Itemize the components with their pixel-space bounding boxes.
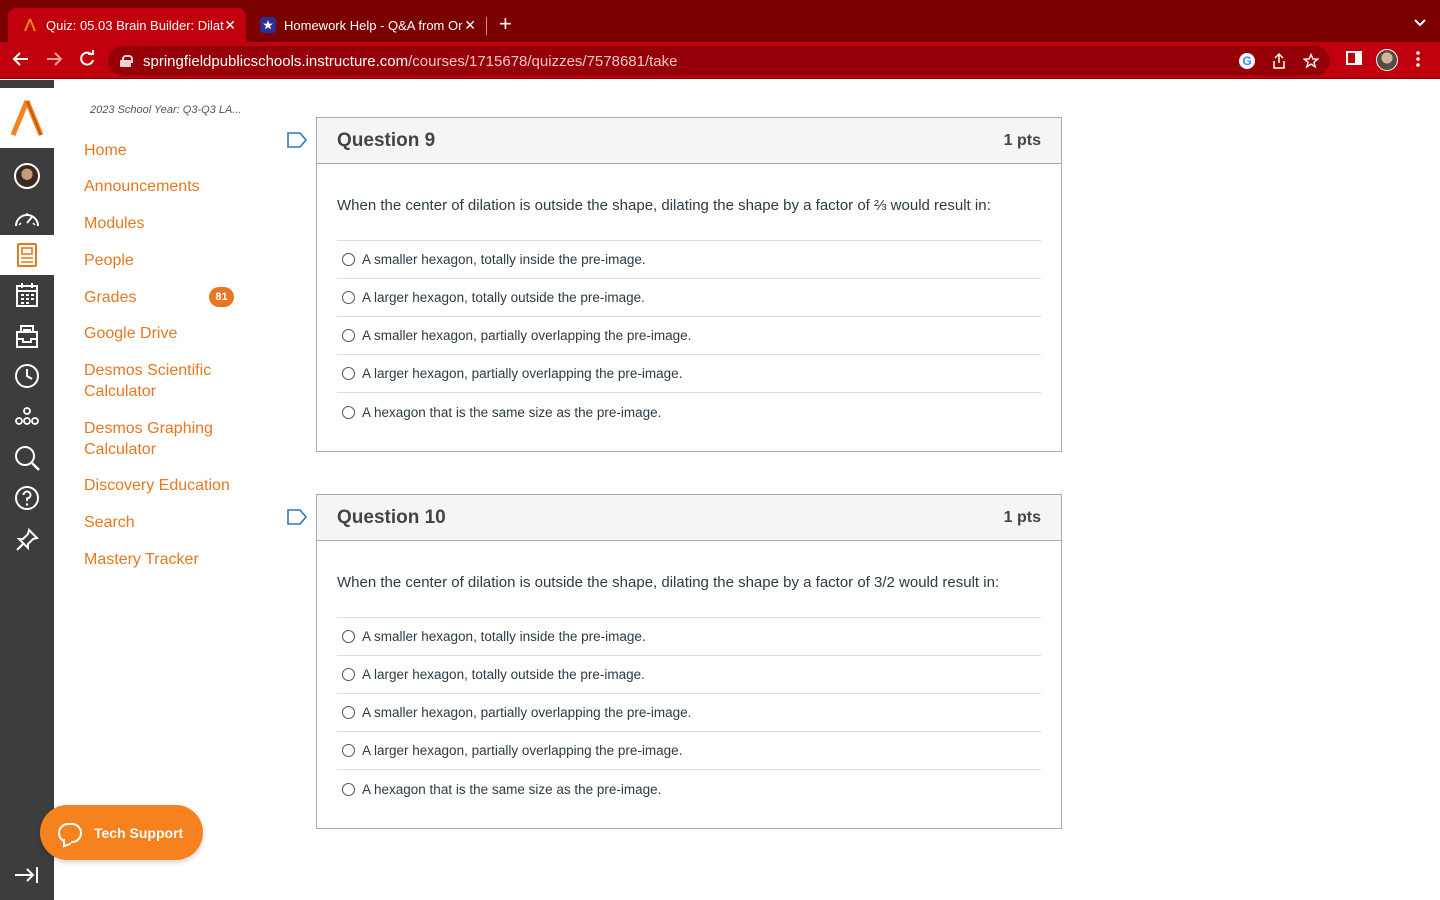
back-arrow-icon[interactable]: [12, 50, 30, 72]
radio-button[interactable]: [342, 253, 355, 266]
course-nav-modules[interactable]: Modules: [84, 215, 145, 232]
course-nav-mastery-tracker[interactable]: Mastery Tracker: [84, 551, 199, 568]
groups-icon[interactable]: [0, 397, 54, 437]
radio-button[interactable]: [342, 291, 355, 304]
chevron-down-icon[interactable]: [1414, 14, 1426, 30]
course-nav-desmos-scientific[interactable]: Desmos Scientific Calculator: [84, 362, 212, 400]
radio-button[interactable]: [342, 367, 355, 380]
answer-label: A larger hexagon, partially overlapping the pre-image.: [362, 366, 683, 381]
question-points: 1 pts: [1003, 131, 1041, 149]
close-tab-icon[interactable]: ✕: [464, 16, 476, 33]
account-avatar[interactable]: [0, 156, 54, 196]
answer-option[interactable]: [337, 355, 1041, 393]
pin-icon[interactable]: [0, 520, 54, 560]
dashboard-icon[interactable]: [0, 198, 54, 238]
course-nav-grades[interactable]: Grades: [84, 289, 137, 306]
radio-button[interactable]: [342, 329, 355, 342]
answer-list: [337, 617, 1041, 808]
answer-option[interactable]: [337, 770, 1041, 808]
address-bar[interactable]: [108, 46, 1330, 76]
chat-icon: [58, 823, 82, 843]
flag-question-icon[interactable]: [287, 132, 307, 146]
answer-label: A hexagon that is the same size as the pre-image.: [362, 404, 662, 420]
browser-tab-homework-help[interactable]: [250, 8, 486, 42]
course-nav-people[interactable]: People: [84, 252, 134, 269]
answer-label: A larger hexagon, totally outside the pre-image.: [362, 290, 645, 305]
courses-icon[interactable]: [0, 235, 54, 275]
url-host: springfieldpublicschools.instructure.com: [143, 52, 409, 70]
browser-tab-bar: [0, 0, 1440, 42]
course-nav-desmos-graphing[interactable]: Desmos Graphing Calculator: [84, 420, 213, 458]
radio-button[interactable]: [342, 668, 355, 681]
url-path: /courses/1715678/quizzes/7578681/take: [408, 52, 678, 70]
answer-label: A hexagon that is the same size as the pre-image.: [362, 781, 662, 797]
answer-option[interactable]: [337, 317, 1041, 355]
reload-icon[interactable]: [78, 50, 96, 72]
question-header: [317, 118, 1061, 164]
canvas-a-icon: [22, 17, 38, 33]
help-icon[interactable]: [0, 478, 54, 518]
course-nav-search[interactable]: Search: [84, 514, 135, 531]
answer-label: A larger hexagon, partially overlapping the pre-image.: [362, 743, 683, 758]
answer-option[interactable]: [337, 618, 1041, 656]
question-card: [316, 494, 1062, 829]
question-points: 1 pts: [1003, 508, 1041, 526]
answer-option[interactable]: [337, 694, 1041, 732]
global-nav: [0, 80, 54, 900]
tab-title: Quiz: 05.03 Brain Builder: Dilat: [46, 17, 224, 33]
answer-option[interactable]: [337, 732, 1041, 770]
calendar-icon[interactable]: [0, 275, 54, 315]
google-icon[interactable]: G: [1238, 52, 1256, 70]
question-title: Question 9: [337, 129, 436, 151]
forward-arrow-icon[interactable]: [45, 50, 63, 72]
answer-option[interactable]: [337, 393, 1041, 431]
flag-question-icon[interactable]: [287, 509, 307, 523]
answer-label: A smaller hexagon, totally inside the pre-image.: [362, 629, 646, 644]
more-vertical-icon[interactable]: [1412, 50, 1424, 73]
answer-label: A smaller hexagon, partially overlapping the pre-image.: [362, 328, 692, 343]
search-icon[interactable]: [0, 438, 54, 478]
tech-support-button[interactable]: [40, 805, 203, 860]
tab-separator: [486, 17, 487, 35]
profile-avatar[interactable]: [1376, 49, 1398, 71]
history-clock-icon[interactable]: [0, 356, 54, 396]
new-tab-icon[interactable]: +: [499, 11, 512, 36]
course-term[interactable]: 2023 School Year: Q3-Q3 LA...: [90, 104, 242, 116]
course-nav-announcements[interactable]: Announcements: [84, 178, 200, 195]
course-nav-discovery-education[interactable]: Discovery Education: [84, 477, 230, 494]
inbox-icon[interactable]: [0, 316, 54, 356]
answer-option[interactable]: [337, 656, 1041, 694]
share-icon[interactable]: [1270, 52, 1288, 70]
collapse-nav-icon[interactable]: [0, 855, 54, 895]
answer-label: A smaller hexagon, partially overlapping the pre-image.: [362, 705, 692, 720]
browser-toolbar: [0, 42, 1440, 79]
star-icon: [260, 17, 276, 33]
question-text: When the center of dilation is outside the shape, dilating the shape by a factor of ⅔ would result in:: [337, 197, 991, 214]
grades-count-badge: 81: [209, 287, 234, 307]
canvas-logo[interactable]: [0, 88, 54, 148]
tech-support-label: Tech Support: [94, 824, 184, 841]
answer-option[interactable]: [337, 241, 1041, 279]
radio-button[interactable]: [342, 706, 355, 719]
browser-tab-quiz[interactable]: [8, 8, 246, 42]
question-header: [317, 495, 1061, 541]
bookmark-star-icon[interactable]: [1302, 52, 1320, 70]
course-nav-home[interactable]: Home: [84, 142, 127, 159]
answer-option[interactable]: [337, 279, 1041, 317]
close-tab-icon[interactable]: ✕: [224, 16, 236, 33]
radio-button[interactable]: [342, 744, 355, 757]
side-panel-icon[interactable]: [1346, 50, 1362, 71]
tab-title: Homework Help - Q&A from Or: [284, 17, 463, 33]
lock-icon[interactable]: [120, 55, 131, 67]
answer-label: A larger hexagon, totally outside the pre-image.: [362, 667, 645, 682]
question-card: [316, 117, 1062, 452]
question-text: When the center of dilation is outside the shape, dilating the shape by a factor of 3/2 would result in:: [337, 574, 1000, 591]
question-title: Question 10: [337, 506, 446, 528]
radio-button[interactable]: [342, 630, 355, 643]
course-nav: [54, 80, 280, 900]
answer-label: A smaller hexagon, totally inside the pre-image.: [362, 252, 646, 267]
radio-button[interactable]: [342, 783, 355, 796]
radio-button[interactable]: [342, 406, 355, 419]
answer-list: [337, 240, 1041, 431]
course-nav-google-drive[interactable]: Google Drive: [84, 325, 178, 342]
